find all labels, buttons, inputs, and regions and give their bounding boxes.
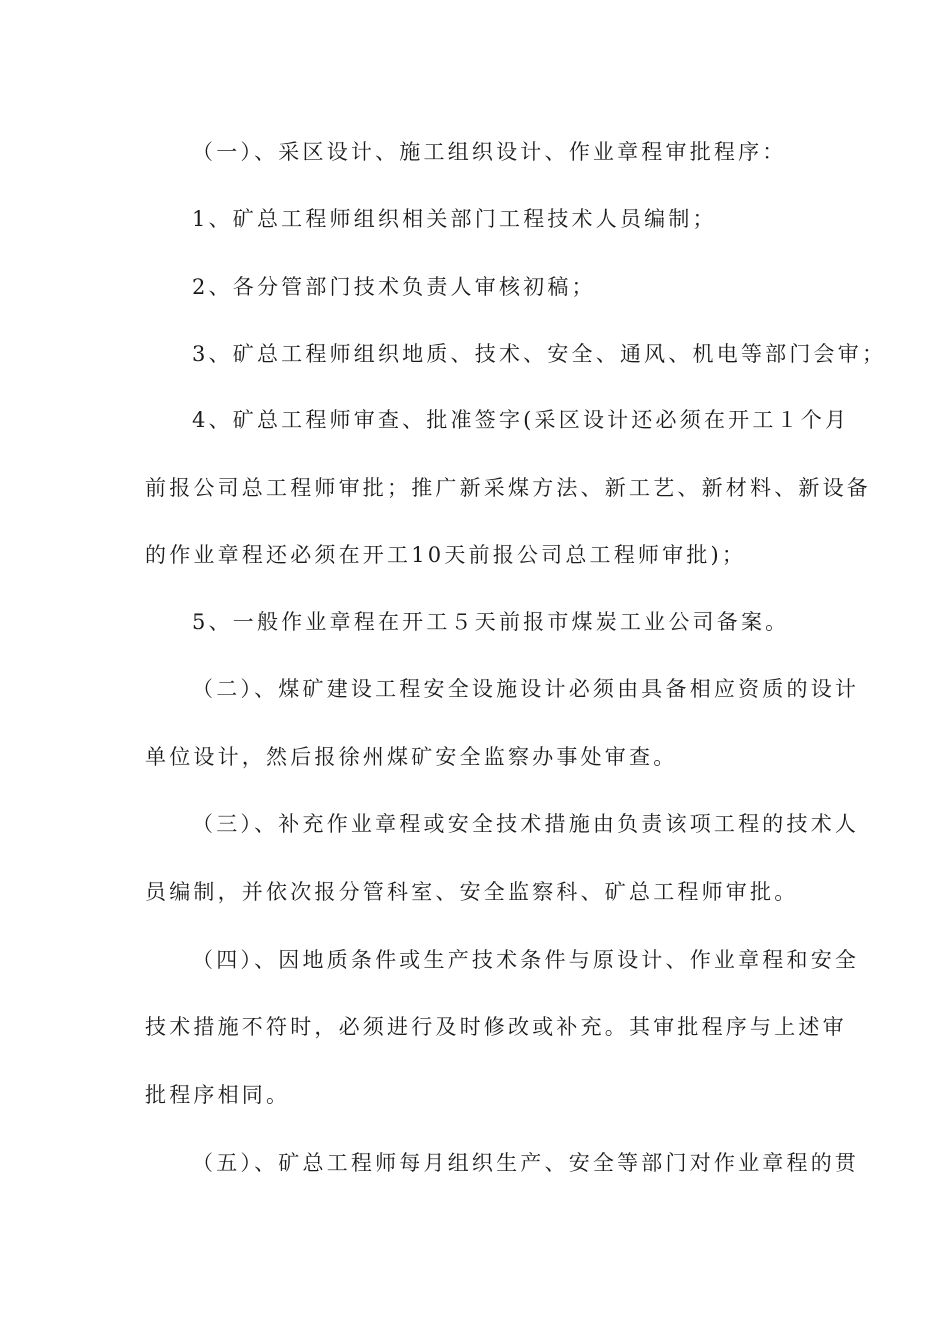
section-3-line: （三）、补充作业章程或安全技术措施由负责该项工程的技术人	[192, 812, 860, 836]
section-1-heading: （一）、采区设计、施工组织设计、作业章程审批程序：	[192, 140, 787, 164]
section-4-line: （四）、因地质条件或生产技术条件与原设计、作业章程和安全	[192, 948, 860, 972]
section-2-line: （二）、煤矿建设工程安全设施设计必须由具备相应资质的设计	[192, 677, 860, 701]
step-2-line: 2、各分管部门技术负责人审核初稿；	[192, 275, 596, 299]
step-1-line: 1、矿总工程师组织相关部门工程技术人员编制；	[192, 207, 717, 231]
section-3-continuation-line: 员编制，并依次报分管科室、安全监察科、矿总工程师审批。	[145, 880, 799, 904]
section-5-line: （五）、矿总工程师每月组织生产、安全等部门对作业章程的贯	[192, 1151, 860, 1175]
step-4-line: 4、矿总工程师审查、批准签字(采区设计还必须在开工１个月	[192, 408, 850, 432]
section-4-continuation-line: 批程序相同。	[145, 1083, 291, 1107]
section-2-continuation-line: 单位设计，然后报徐州煤矿安全监察办事处审查。	[145, 745, 678, 769]
step-3-line: 3、矿总工程师组织地质、技术、安全、通风、机电等部门会审；	[192, 342, 887, 366]
step-5-line: 5、一般作业章程在开工５天前报市煤炭工业公司备案。	[192, 610, 790, 634]
step-4-continuation-line: 的作业章程还必须在开工10天前报公司总工程师审批)；	[145, 543, 747, 567]
step-4-continuation-line: 前报公司总工程师审批；推广新采煤方法、新工艺、新材料、新设备	[145, 476, 871, 500]
section-4-continuation-line: 技术措施不符时，必须进行及时修改或补充。其审批程序与上述审	[145, 1015, 847, 1039]
